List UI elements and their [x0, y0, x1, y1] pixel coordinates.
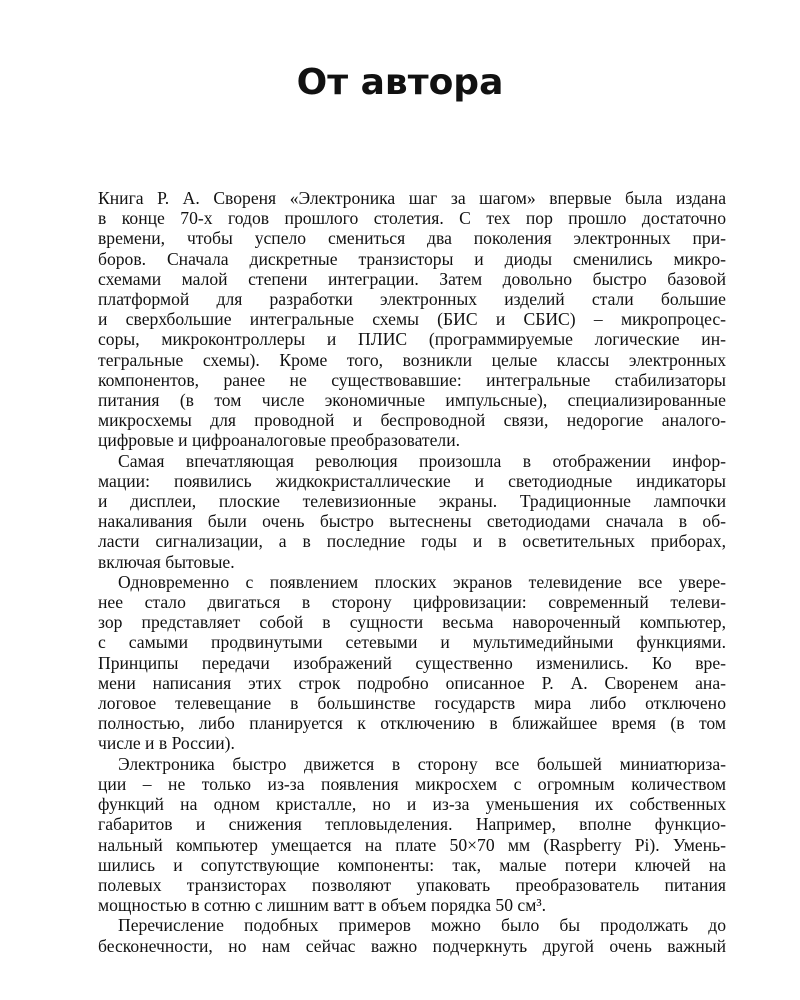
text-line: и сверхбольшие интегральные схемы (БИС и СБИС) – микропроцес- [98, 309, 726, 330]
text-line: и дисплеи, плоские телевизионные экраны. Традиционные лампочки [98, 491, 726, 512]
text-line: полностью, либо планируется к отключению в ближайшее время (в том [98, 713, 726, 734]
paragraph-5 [98, 915, 726, 955]
text-line: нее стало двигаться в сторону цифровизации: современный телеви- [98, 592, 726, 613]
paragraph-3 [98, 572, 726, 754]
text-line: Электроника быстро движется в сторону все большей миниатюриза- [118, 753, 726, 774]
text-line: компонентов, ранее не существовавшие: интегральные стабилизаторы [98, 369, 726, 390]
body-text [98, 188, 726, 956]
text-line: габаритов и снижения тепловыделения. Например, вполне функцио- [98, 814, 726, 835]
text-line: цифровые и цифроаналоговые преобразователи. [98, 430, 461, 451]
text-line: мощностью в сотню с лишним ватт в объем порядка 50 см³. [98, 895, 547, 916]
text-line: ции – не только из-за появления микросхем с огромным количеством [98, 773, 726, 794]
paragraph-1 [98, 188, 726, 451]
text-line: Книга Р. А. Свореня «Электроника шаг за шагом» впервые была издана [98, 188, 726, 208]
text-line: мации: появились жидкокристаллические и светодиодные индикаторы [98, 470, 726, 491]
text-line: времени, чтобы успело смениться два поколения электронных при- [98, 228, 726, 249]
text-line: зор представляет собой в сущности весьма навороченный компьютер, [98, 612, 726, 633]
text-line: накаливания были очень быстро вытеснены светодиодами сначала в об- [98, 511, 726, 532]
text-line: включая бытовые. [98, 551, 235, 572]
text-line: ласти сигнализации, а в последние годы и в осветительных приборах, [98, 531, 726, 552]
text-line: числе и в России). [98, 733, 235, 754]
text-line: нальный компьютер умещается на плате 50×70 мм (Raspberry Pi). Умень- [98, 834, 726, 855]
text-line: Самая впечатляющая революция произошла в отображении инфор- [118, 450, 726, 471]
paragraph-4 [98, 754, 726, 916]
text-line: Перечисление подобных примеров можно было бы продолжать до [118, 915, 726, 936]
text-line: с самыми продвинутыми сетевыми и мультимедийными функциями. [98, 632, 726, 653]
text-line: Одновременно с появлением плоских экранов телевидение все увере- [118, 571, 726, 592]
text-line: функций на одном кристалле, но и из-за уменьшения их собственных [98, 794, 726, 815]
text-line: шились и сопутствующие компоненты: так, малые потери ключей на [98, 854, 726, 875]
text-line: тегральные схемы). Кроме того, возникли целые классы электронных [98, 349, 726, 370]
paragraph-2 [98, 451, 726, 572]
page-title: От автора [296, 62, 504, 103]
text-line: платформой для разработки электронных изделий стали большие [98, 289, 726, 310]
text-line: логовое телевещание в большинстве государств мира либо отключено [98, 693, 726, 714]
text-line: соры, микроконтроллеры и ПЛИС (программируемые логические ин- [98, 329, 726, 350]
text-line: питания (в том числе экономичные импульсные), специализированные [98, 390, 726, 411]
text-line: боров. Сначала дискретные транзисторы и диоды сменились микро- [98, 248, 726, 269]
text-line: Принципы передачи изображений существенно изменились. Ко вре- [98, 652, 726, 673]
text-line: бесконечности, но нам сейчас важно подчеркнуть другой очень важный [98, 935, 726, 956]
text-line: в конце 70-х годов прошлого столетия. С тех пор прошло достаточно [98, 208, 726, 229]
text-line: схемами малой степени интеграции. Затем довольно быстро базовой [98, 268, 726, 289]
text-line: микросхемы для проводной и беспроводной связи, недорогие аналого- [98, 410, 726, 431]
text-line: полевых транзисторах позволяют упаковать преобразователь питания [98, 874, 726, 895]
text-line: мени написания этих строк подробно описанное Р. А. Своренем ана- [98, 672, 726, 693]
